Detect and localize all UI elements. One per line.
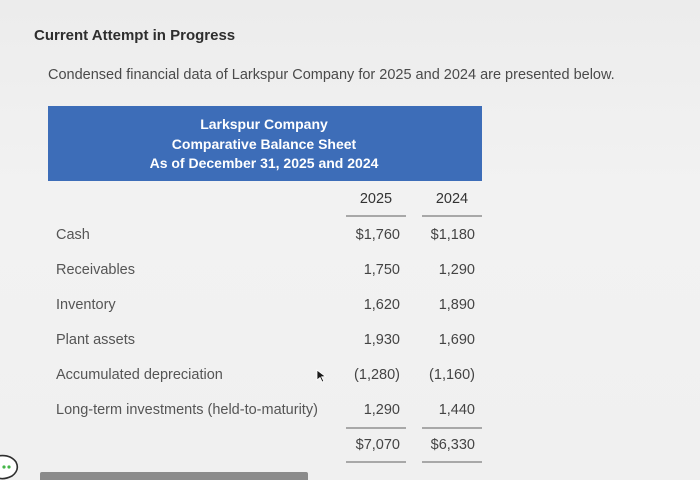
bottom-toolbar — [40, 472, 308, 480]
value-receivables-2025: 1,750 — [363, 262, 400, 278]
value-cash-2024: $1,180 — [430, 227, 475, 243]
total-2025: $7,070 — [355, 437, 400, 453]
value-long-term-investments-2025: 1,290 — [363, 402, 400, 418]
column-header-underline-2025 — [346, 215, 406, 217]
mouse-pointer-icon — [316, 369, 328, 383]
value-receivables-2024: 1,290 — [438, 262, 475, 278]
company-name: Larkspur Company — [200, 116, 328, 132]
intro-text: Condensed financial data of Larkspur Company for 2025 and 2024 are presented below. — [48, 67, 615, 83]
total-2024: $6,330 — [430, 437, 475, 453]
attempt-title: Current Attempt in Progress — [34, 27, 236, 44]
column-header-2025: 2025 — [359, 191, 393, 207]
column-header-underline-2024 — [422, 215, 482, 217]
value-long-term-investments-2024: 1,440 — [438, 402, 475, 418]
column-header-2024: 2024 — [435, 191, 469, 207]
subtotal-rule-2025 — [346, 427, 406, 429]
value-plant-assets-2024: 1,690 — [438, 332, 475, 348]
total-rule-2024 — [422, 461, 482, 463]
statement-title: Comparative Balance Sheet — [171, 135, 357, 152]
row-label-cash: Cash — [56, 227, 90, 243]
row-label-inventory: Inventory — [56, 297, 116, 313]
value-inventory-2025: 1,620 — [363, 297, 400, 313]
row-label-receivables: Receivables — [56, 262, 135, 278]
chat-helper-icon[interactable] — [0, 450, 26, 480]
row-label-accumulated-depreciation: Accumulated depreciation — [56, 367, 223, 383]
value-accumulated-depreciation-2025: (1,280) — [354, 367, 400, 383]
value-inventory-2024: 1,890 — [438, 297, 475, 313]
value-plant-assets-2025: 1,930 — [363, 332, 400, 348]
value-accumulated-depreciation-2024: (1,160) — [429, 367, 475, 383]
value-cash-2025: $1,760 — [355, 227, 400, 243]
balance-sheet-header — [48, 106, 482, 181]
subtotal-rule-2024 — [422, 427, 482, 429]
total-rule-2025 — [346, 461, 406, 463]
row-label-plant-assets: Plant assets — [56, 332, 135, 348]
statement-date: As of December 31, 2025 and 2024 — [149, 155, 379, 171]
row-label-long-term-investments: Long-term investments (held-to-maturity) — [56, 402, 318, 418]
